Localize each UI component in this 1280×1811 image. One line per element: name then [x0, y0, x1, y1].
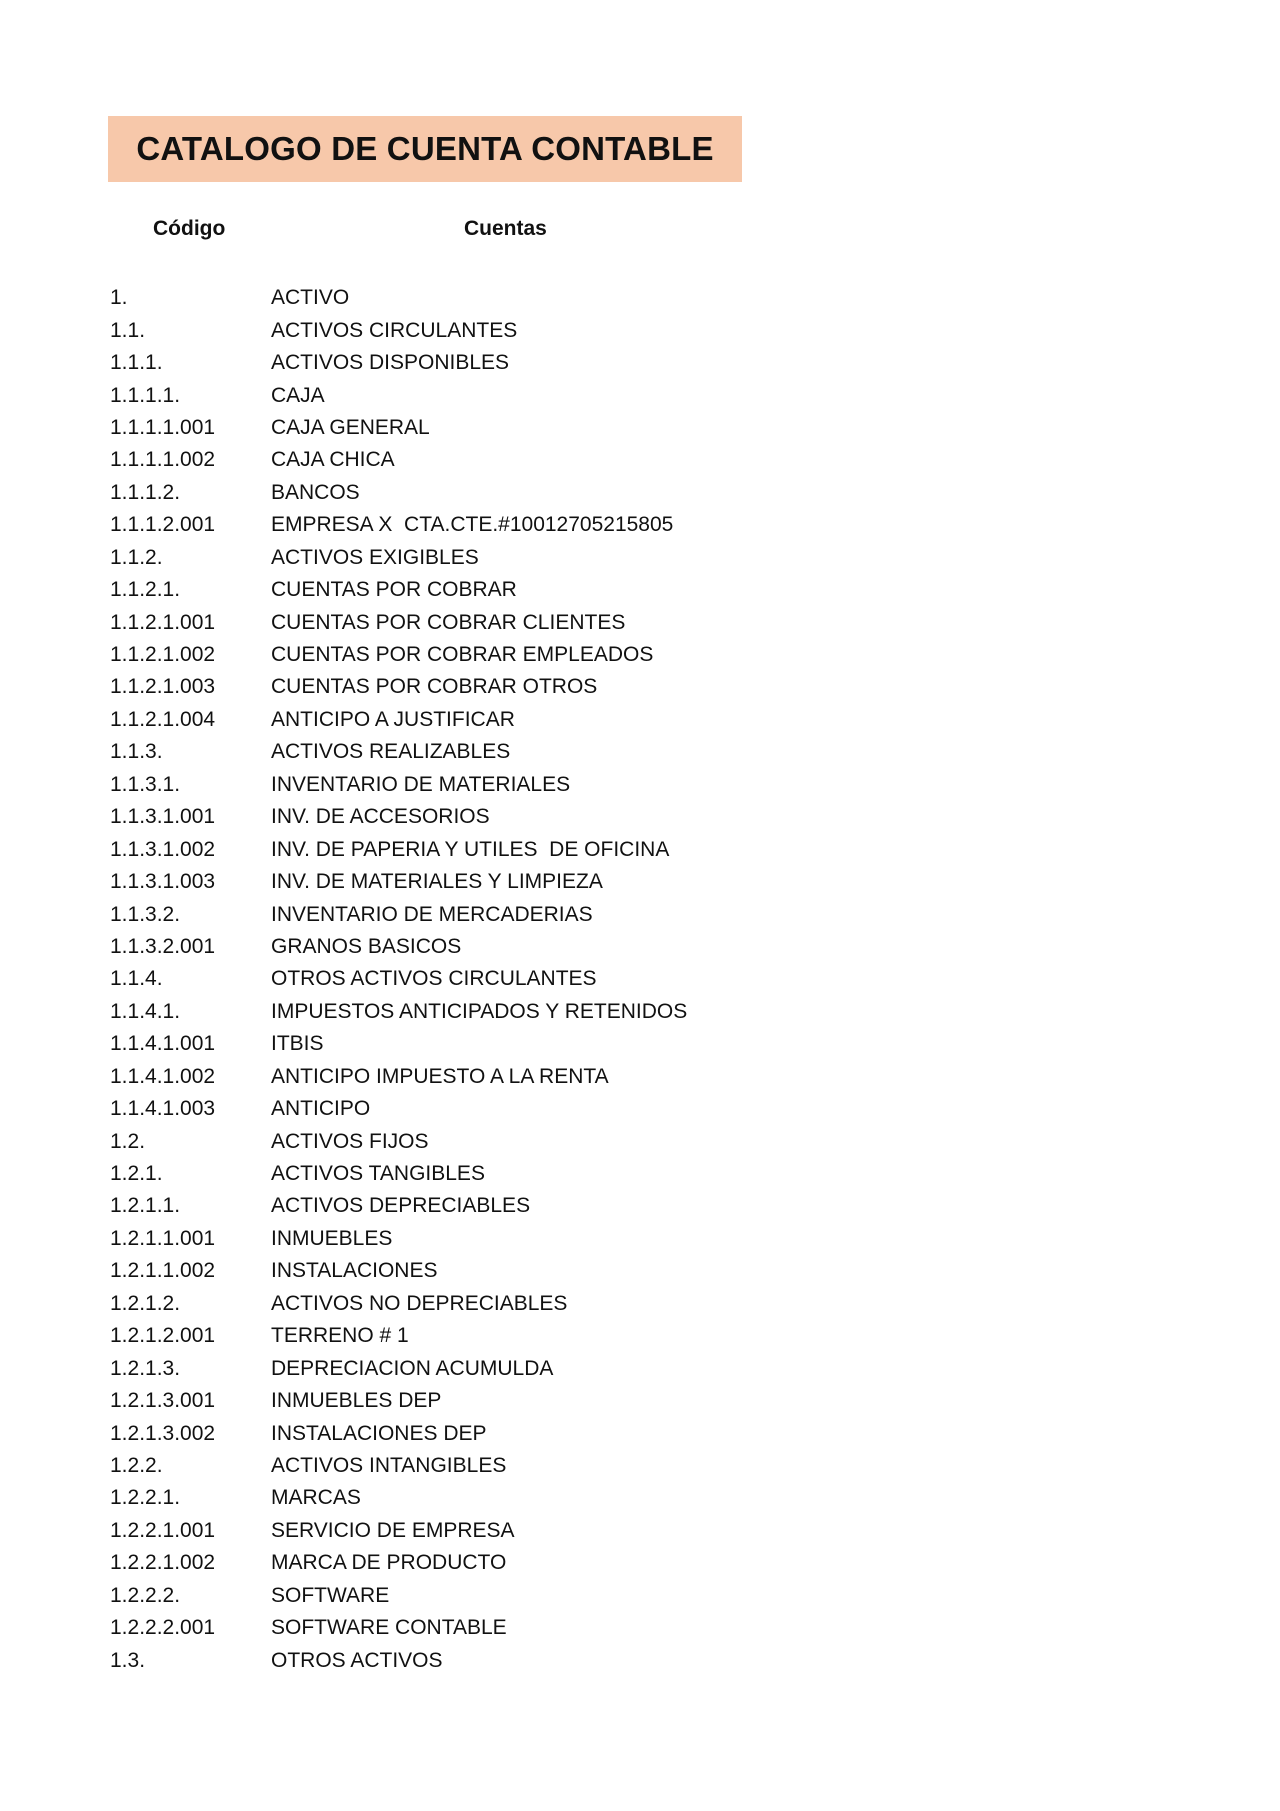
- account-row: [110, 1158, 1010, 1190]
- account-row: [110, 1385, 1010, 1417]
- account-code: 1.2.1.1.001: [110, 1226, 216, 1250]
- account-name: INVENTARIO DE MATERIALES: [271, 772, 571, 796]
- account-row: [110, 1288, 1010, 1320]
- account-code: 1.1.3.1.001: [110, 805, 216, 829]
- account-name: MARCA DE PRODUCTO: [271, 1551, 507, 1575]
- account-name: CAJA GENERAL: [271, 415, 430, 439]
- account-name: INVENTARIO DE MERCADERIAS: [271, 902, 593, 926]
- account-code: 1.1.4.1.002: [110, 1064, 216, 1088]
- account-name: ACTIVOS CIRCULANTES: [271, 318, 518, 342]
- account-name: INV. DE PAPERIA Y UTILES DE OFICINA: [271, 837, 670, 861]
- account-code: 1.: [110, 286, 128, 310]
- account-code: 1.1.3.1.003: [110, 870, 216, 894]
- column-header-code: Código: [153, 217, 226, 240]
- account-name: CUENTAS POR COBRAR OTROS: [271, 675, 598, 699]
- account-row: [110, 1061, 1010, 1093]
- account-name: OTROS ACTIVOS: [271, 1648, 443, 1672]
- account-code: 1.1.1.2.: [110, 480, 181, 504]
- account-row: [110, 769, 1010, 801]
- account-name: INSTALACIONES DEP: [271, 1421, 487, 1445]
- account-code: 1.2.: [110, 1129, 146, 1153]
- account-name: CAJA: [271, 383, 325, 407]
- account-code: 1.1.1.: [110, 351, 163, 375]
- account-code: 1.1.3.2.001: [110, 934, 216, 958]
- account-name: SOFTWARE: [271, 1583, 390, 1607]
- account-code: 1.2.1.: [110, 1162, 163, 1186]
- account-name: BANCOS: [271, 480, 360, 504]
- account-row: [110, 1417, 1010, 1449]
- account-code: 1.2.2.1.001: [110, 1518, 216, 1542]
- account-code: 1.1.2.1.: [110, 578, 181, 602]
- column-header-account: Cuentas: [464, 217, 547, 240]
- account-code: 1.1.1.1.: [110, 383, 181, 407]
- account-row: [110, 1580, 1010, 1612]
- account-code: 1.2.2.2.001: [110, 1616, 216, 1640]
- account-code: 1.1.2.1.003: [110, 675, 216, 699]
- account-name: ACTIVOS FIJOS: [271, 1129, 429, 1153]
- account-name: INMUEBLES DEP: [271, 1389, 442, 1413]
- account-code: 1.1.3.: [110, 740, 163, 764]
- account-row: [110, 866, 1010, 898]
- account-code: 1.2.2.1.: [110, 1486, 181, 1510]
- account-code: 1.2.1.1.002: [110, 1259, 216, 1283]
- account-code: 1.1.1.1.001: [110, 415, 216, 439]
- account-row: [110, 379, 1010, 411]
- account-name: INSTALACIONES: [271, 1259, 438, 1283]
- account-code: 1.1.1.1.002: [110, 448, 216, 472]
- account-row: [110, 509, 1010, 541]
- account-name: CUENTAS POR COBRAR CLIENTES: [271, 610, 626, 634]
- account-name: CUENTAS POR COBRAR EMPLEADOS: [271, 643, 654, 667]
- account-row: [110, 282, 1010, 314]
- account-code: 1.2.1.2.: [110, 1291, 181, 1315]
- account-row: [110, 542, 1010, 574]
- page-title: CATALOGO DE CUENTA CONTABLE: [136, 130, 714, 167]
- account-row: [110, 963, 1010, 995]
- account-code: 1.2.1.3.: [110, 1356, 181, 1380]
- account-name: CUENTAS POR COBRAR: [271, 578, 517, 602]
- account-row: [110, 639, 1010, 671]
- account-row: [110, 1093, 1010, 1125]
- account-name: ACTIVOS TANGIBLES: [271, 1162, 485, 1186]
- account-row: [110, 606, 1010, 638]
- account-row: [110, 704, 1010, 736]
- account-row: [110, 931, 1010, 963]
- account-row: [110, 1482, 1010, 1514]
- account-name: SOFTWARE CONTABLE: [271, 1616, 507, 1640]
- account-row: [110, 1352, 1010, 1384]
- account-row: [110, 477, 1010, 509]
- account-name: ACTIVOS REALIZABLES: [271, 740, 511, 764]
- account-code: 1.1.2.1.002: [110, 643, 216, 667]
- account-name: INV. DE ACCESORIOS: [271, 805, 490, 829]
- account-row: [110, 801, 1010, 833]
- account-name: ANTICIPO: [271, 1097, 371, 1121]
- account-code: 1.1.3.2.: [110, 902, 181, 926]
- account-list: [110, 282, 1010, 1677]
- account-name: ACTIVO: [271, 286, 350, 310]
- account-code: 1.1.1.2.001: [110, 513, 216, 537]
- account-row: [110, 347, 1010, 379]
- account-name: CAJA CHICA: [271, 448, 395, 472]
- account-row: [110, 1515, 1010, 1547]
- account-row: [110, 1255, 1010, 1287]
- account-name: MARCAS: [271, 1486, 361, 1510]
- account-name: EMPRESA X CTA.CTE.#10012705215805: [271, 513, 674, 537]
- account-row: [110, 1320, 1010, 1352]
- account-name: ACTIVOS DISPONIBLES: [271, 351, 510, 375]
- account-name: ACTIVOS EXIGIBLES: [271, 545, 479, 569]
- account-code: 1.1.2.1.004: [110, 707, 216, 731]
- account-code: 1.1.4.: [110, 967, 163, 991]
- account-name: ITBIS: [271, 1032, 324, 1056]
- account-code: 1.2.2.2.: [110, 1583, 181, 1607]
- account-code: 1.2.2.: [110, 1453, 163, 1477]
- title-banner: [108, 116, 742, 182]
- account-row: [110, 671, 1010, 703]
- account-code: 1.1.3.1.002: [110, 837, 216, 861]
- account-row: [110, 1190, 1010, 1222]
- account-name: TERRENO # 1: [271, 1324, 409, 1348]
- account-name: ANTICIPO IMPUESTO A LA RENTA: [271, 1064, 609, 1088]
- account-code: 1.1.4.1.001: [110, 1032, 216, 1056]
- account-row: [110, 1547, 1010, 1579]
- account-code: 1.2.1.3.002: [110, 1421, 216, 1445]
- account-code: 1.2.1.3.001: [110, 1389, 216, 1413]
- account-row: [110, 996, 1010, 1028]
- account-code: 1.2.1.1.: [110, 1194, 181, 1218]
- account-row: [110, 1612, 1010, 1644]
- account-code: 1.1.4.1.003: [110, 1097, 216, 1121]
- account-code: 1.1.4.1.: [110, 999, 181, 1023]
- account-row: [110, 444, 1010, 476]
- account-name: ACTIVOS DEPRECIABLES: [271, 1194, 531, 1218]
- account-name: INV. DE MATERIALES Y LIMPIEZA: [271, 870, 603, 894]
- account-name: GRANOS BASICOS: [271, 934, 462, 958]
- account-row: [110, 1125, 1010, 1157]
- account-name: DEPRECIACION ACUMULDA: [271, 1356, 554, 1380]
- account-row: [110, 736, 1010, 768]
- account-name: ACTIVOS NO DEPRECIABLES: [271, 1291, 568, 1315]
- account-name: SERVICIO DE EMPRESA: [271, 1518, 515, 1542]
- account-code: 1.3.: [110, 1648, 146, 1672]
- account-row: [110, 314, 1010, 346]
- account-code: 1.2.1.2.001: [110, 1324, 216, 1348]
- account-name: IMPUESTOS ANTICIPADOS Y RETENIDOS: [271, 999, 688, 1023]
- account-row: [110, 412, 1010, 444]
- account-name: ANTICIPO A JUSTIFICAR: [271, 707, 515, 731]
- account-row: [110, 574, 1010, 606]
- account-code: 1.1.2.: [110, 545, 163, 569]
- account-name: ACTIVOS INTANGIBLES: [271, 1453, 507, 1477]
- account-code: 1.1.: [110, 318, 146, 342]
- account-code: 1.1.3.1.: [110, 772, 181, 796]
- account-row: [110, 898, 1010, 930]
- account-code: 1.2.2.1.002: [110, 1551, 216, 1575]
- account-row: [110, 1223, 1010, 1255]
- account-row: [110, 1644, 1010, 1676]
- account-name: OTROS ACTIVOS CIRCULANTES: [271, 967, 597, 991]
- account-row: [110, 833, 1010, 865]
- account-row: [110, 1028, 1010, 1060]
- account-name: INMUEBLES: [271, 1226, 393, 1250]
- account-code: 1.1.2.1.001: [110, 610, 216, 634]
- account-row: [110, 1450, 1010, 1482]
